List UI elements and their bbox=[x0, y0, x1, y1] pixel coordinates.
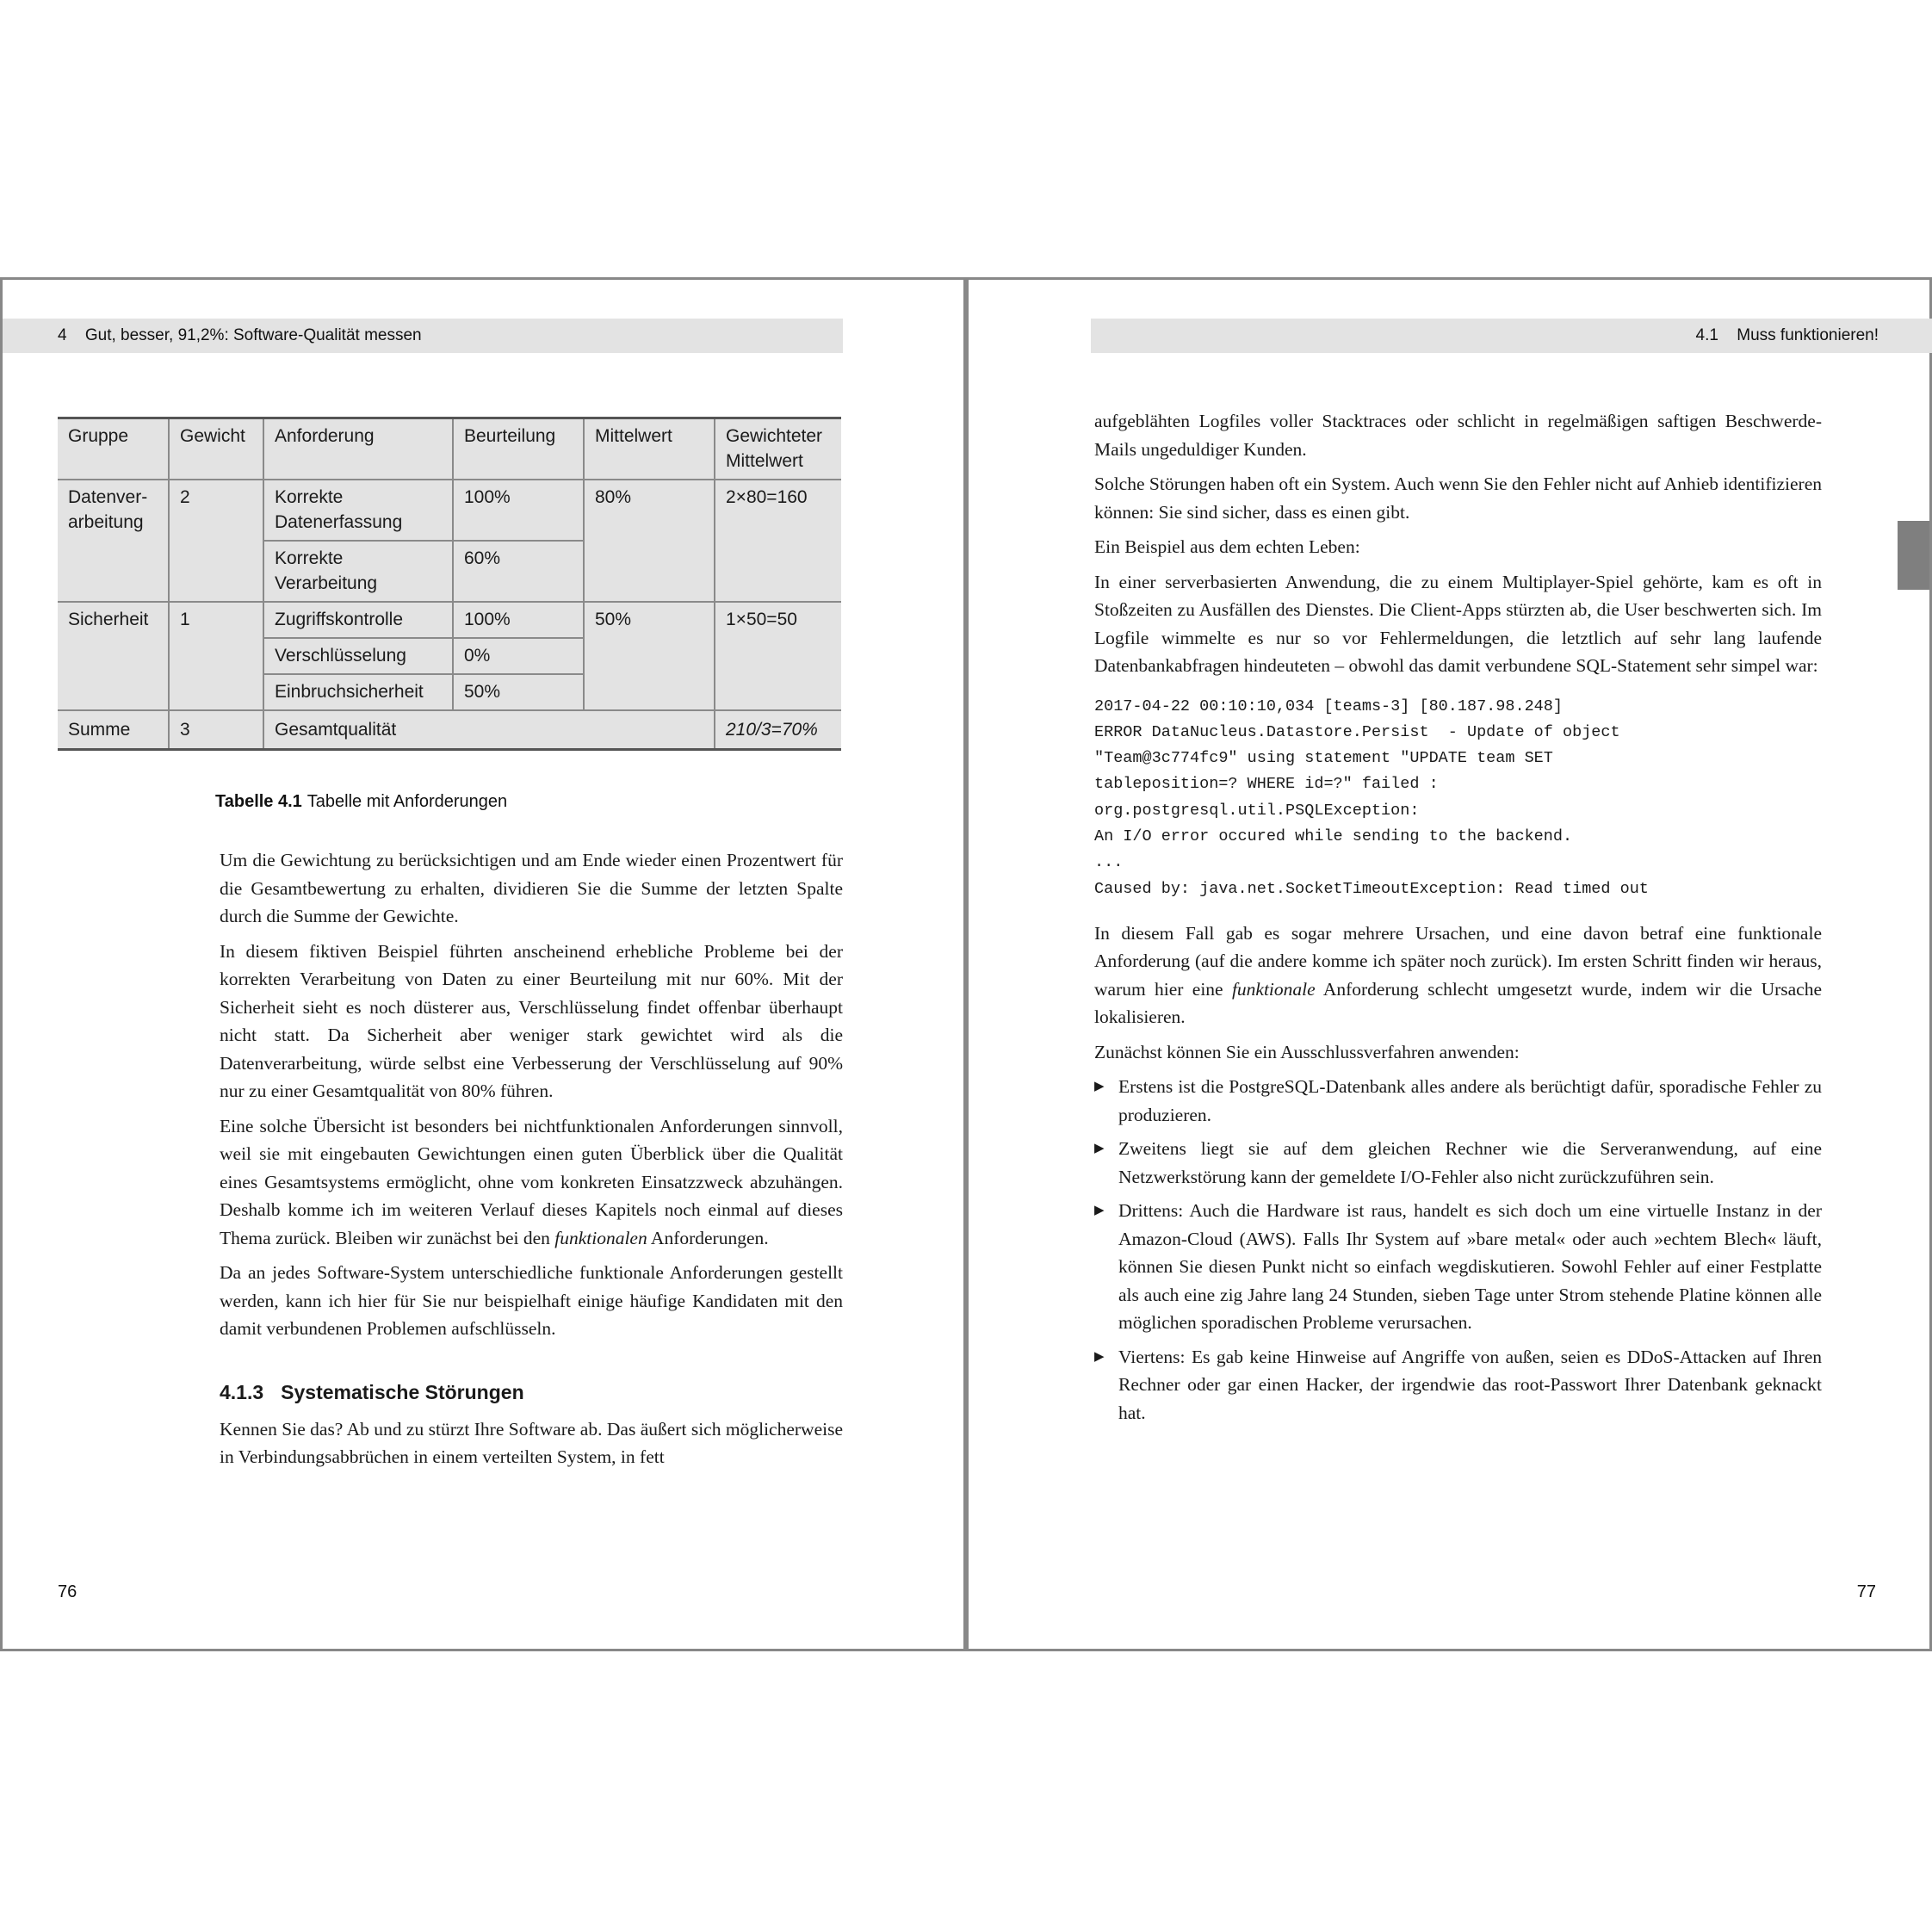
code-line: Caused by: java.net.SocketTimeoutException: Read timed out bbox=[1094, 879, 1649, 898]
running-head-left bbox=[3, 319, 843, 353]
chapter-title: Gut, besser, 91,2%: Software-Qualität messen bbox=[84, 326, 422, 344]
paragraph-text: Anforderungen. bbox=[647, 1227, 769, 1248]
list-item-text: Drittens: Auch die Hardware ist raus, handelt es sich doch um eine virtuelle Instanz in der Amazon-Cloud (AWS). Falls Ihr System auf »bare metal« oder auch »echtem Blech« läuft, können Sie diesen Punkt nicht so einfach wegdiskutieren. Sowohl Fehler auf einer Festplatte als auch eine zig Jahre lang 24 Stunden, sieben Tage unter Strom stehende Platine können alle möglichen sporadischen Probleme verursachen. bbox=[1118, 1200, 1822, 1334]
sum-label-cell: Summe bbox=[58, 710, 169, 750]
left-page bbox=[0, 277, 966, 1651]
weighted-mean-cell: 1×50=50 bbox=[715, 602, 841, 710]
paragraph: Um die Gewichtung zu berücksichtigen und am Ende wieder einen Prozentwert für die Gesamtbewertung zu erhalten, dividieren Sie die Summe der letzten Spalte durch die Summe der Gewichte. bbox=[220, 850, 843, 926]
table-row bbox=[58, 602, 841, 638]
list-item bbox=[1094, 1197, 1822, 1337]
paragraph: Da an jedes Software-System unterschiedliche funktionale Anforderungen gestellt werden, kann ich hier für Sie nur beispielhaft einige häufige Kandidaten mit den damit verbundenen Problemen aufschlüsseln. bbox=[220, 1262, 843, 1339]
rating-cell: 100% bbox=[453, 480, 584, 541]
paragraph: aufgeblähten Logfiles voller Stacktraces oder schlicht in regelmäßigen saftigen Beschwerde-Mails ungeduldiger Kunden. bbox=[1094, 411, 1822, 460]
paragraph: In einer serverbasierten Anwendung, die zu einem Multiplayer-Spiel gehörte, kam es oft in Stoßzeiten zu Ausfällen des Dienstes. Die Client-Apps stürzten ab, die User beschwerten sich. Im Logfile wimmelte es nur so vor Fehlermeldungen, die letztlich auf sehr lang laufende Datenbankabfragen hindeuteten – obwohl das damit verbundene SQL-Statement sehr simpel war: bbox=[1094, 571, 1822, 676]
paragraph-text: In diesem Fall gab es sogar mehrere Ursachen, und eine davon betraf eine funktionale Anforderung (auf die andere komme ich später noch zurück). Im ersten Schritt finden wir heraus, warum hier eine bbox=[1094, 922, 1822, 1000]
group-cell: Sicherheit bbox=[58, 602, 169, 710]
rating-cell: 50% bbox=[453, 674, 584, 710]
right-body-text bbox=[1094, 407, 1822, 1433]
code-line: tableposition=? WHERE id=?" failed : bbox=[1094, 775, 1439, 794]
page-number: 77 bbox=[1856, 1582, 1876, 1601]
paragraph: Solche Störungen haben oft ein System. Auch wenn Sie den Fehler nicht auf Anhieb identifizieren können: Sie sind sicher, dass es einen gibt. bbox=[1094, 474, 1822, 523]
chapter-number: 4 bbox=[58, 326, 67, 344]
paragraph: Zunächst können Sie ein Ausschlussverfahren anwenden: bbox=[1094, 1041, 1520, 1062]
table-header-cell: Anforderung bbox=[263, 418, 453, 480]
code-line: org.postgresql.util.PSQLException: bbox=[1094, 801, 1420, 820]
paragraph: Kennen Sie das? Ab und zu stürzt Ihre Software ab. Das äußert sich möglicherweise in Verbindungsabbrüchen in einem verteilten System, in fett bbox=[220, 1418, 843, 1467]
mean-cell: 50% bbox=[584, 602, 715, 710]
code-line: An I/O error occured while sending to the backend. bbox=[1094, 827, 1573, 845]
requirement-cell: Einbruchsicherheit bbox=[263, 674, 453, 710]
table-row bbox=[58, 480, 841, 541]
list-item-text: Viertens: Es gab keine Hinweise auf Angriffe von außen, seien es DDoS-Attacken auf Ihren Rechner oder gar einen Hacker, der irgendwie das root-Passwort Ihrer Datenbank geknackt hat. bbox=[1118, 1346, 1822, 1423]
code-line: ... bbox=[1094, 853, 1124, 872]
list-item-text: Erstens ist die PostgreSQL-Datenbank alles andere als berüchtigt dafür, sporadische Fehler zu produzieren. bbox=[1118, 1076, 1822, 1125]
paragraph-text: Eine solche Übersicht ist besonders bei nichtfunktionalen Anforderungen sinnvoll, weil sie mit eingebauten Gewichtungen einen guten Überblick über die Qualität eines Gesamtsystems ermöglicht, ohne vom konkreten Einsatzzweck abzuhängen. Deshalb komme ich im weiteren Verlauf dieses Kapitels noch einmal auf dieses Thema zurück. Bleiben wir zunächst bei den bbox=[220, 1115, 843, 1248]
table-caption bbox=[215, 792, 507, 812]
table-header-cell: Mittelwert bbox=[584, 418, 715, 480]
code-line: 2017-04-22 00:10:10,034 [teams-3] [80.187.98.248] bbox=[1094, 697, 1563, 715]
table-header-cell: Gruppe bbox=[58, 418, 169, 480]
list-item bbox=[1094, 1343, 1822, 1427]
list-item bbox=[1094, 1135, 1822, 1191]
paragraph bbox=[1094, 920, 1822, 1031]
table-header-cell: Gewichteter Mittelwert bbox=[715, 418, 841, 480]
section-title: Systematische Störungen bbox=[281, 1380, 524, 1403]
code-line: ERROR DataNucleus.Datastore.Persist - Update of object bbox=[1094, 722, 1620, 741]
mean-cell: 80% bbox=[584, 480, 715, 602]
bullet-arrow-icon: ▶ bbox=[1094, 1349, 1105, 1364]
left-body-text bbox=[220, 846, 843, 1478]
caption-text: Tabelle mit Anforderungen bbox=[307, 792, 508, 811]
emphasis-text: funktionalen bbox=[554, 1227, 647, 1248]
table-header-cell: Beurteilung bbox=[453, 418, 584, 480]
emphasis-text: funktionale bbox=[1231, 978, 1316, 1000]
paragraph: In diesem fiktiven Beispiel führten anscheinend erhebliche Probleme bei der korrekten Verarbeitung von Daten zu einer Beurteilung mit nur 60%. Mit der Sicherheit sieht es noch düsterer aus, Verschlüsselung findet offenbar überhaupt nicht statt. Da Sicherheit aber weniger stark gewichtet wird als die Datenverarbeitung, würde selbst eine Verbesserung der Verschlüsselung auf 90% nur zu einer Gesamtqualität von 80% führen. bbox=[220, 940, 843, 1101]
list-item-text: Zweitens liegt sie auf dem gleichen Rechner wie die Serveranwendung, auf eine Netzwerkstörung kann der gemeldete I/O-Fehler also nicht zurückzuführen sein. bbox=[1118, 1138, 1822, 1187]
paragraph bbox=[220, 1112, 843, 1253]
paragraph-text: Anforderung schlecht umgesetzt wurde, indem wir die Ursache lokalisieren. bbox=[1094, 978, 1823, 1028]
section-number: 4.1 bbox=[1695, 326, 1718, 344]
chapter-thumb-tab bbox=[1898, 521, 1929, 590]
total-quality-cell: Gesamtqualität bbox=[263, 710, 715, 750]
rating-cell: 100% bbox=[453, 602, 584, 638]
caption-label: Tabelle 4.1 bbox=[215, 792, 302, 811]
total-weighted-cell: 210/3=70% bbox=[715, 710, 841, 750]
section-number: 4.1.3 bbox=[220, 1380, 264, 1403]
weight-cell: 2 bbox=[169, 480, 263, 602]
list-item bbox=[1094, 1073, 1822, 1129]
table-header-row bbox=[58, 418, 841, 480]
bullet-list bbox=[1094, 1073, 1822, 1427]
bullet-arrow-icon: ▶ bbox=[1094, 1080, 1105, 1094]
requirement-cell: Korrekte Verarbeitung bbox=[263, 541, 453, 602]
bullet-arrow-icon: ▶ bbox=[1094, 1204, 1105, 1218]
table-header-cell: Gewicht bbox=[169, 418, 263, 480]
code-line: "Team@3c774fc9" using statement "UPDATE team SET bbox=[1094, 749, 1553, 768]
requirement-cell: Korrekte Datenerfassung bbox=[263, 480, 453, 541]
running-head-right bbox=[1091, 319, 1932, 353]
paragraph: Ein Beispiel aus dem echten Leben: bbox=[1094, 536, 1360, 557]
rating-cell: 0% bbox=[453, 638, 584, 674]
section-heading bbox=[220, 1379, 843, 1405]
weighted-mean-cell: 2×80=160 bbox=[715, 480, 841, 602]
page-number: 76 bbox=[58, 1582, 77, 1601]
table-sum-row bbox=[58, 710, 841, 750]
right-page bbox=[966, 277, 1932, 1651]
log-code-block bbox=[1094, 694, 1822, 902]
group-cell: Datenver-arbeitung bbox=[58, 480, 169, 602]
section-title: Muss funktionieren! bbox=[1737, 326, 1879, 344]
bullet-arrow-icon: ▶ bbox=[1094, 1142, 1105, 1156]
requirements-table bbox=[58, 417, 841, 751]
weight-cell: 1 bbox=[169, 602, 263, 710]
requirement-cell: Verschlüsselung bbox=[263, 638, 453, 674]
rating-cell: 60% bbox=[453, 541, 584, 602]
sum-weight-cell: 3 bbox=[169, 710, 263, 750]
requirement-cell: Zugriffskontrolle bbox=[263, 602, 453, 638]
